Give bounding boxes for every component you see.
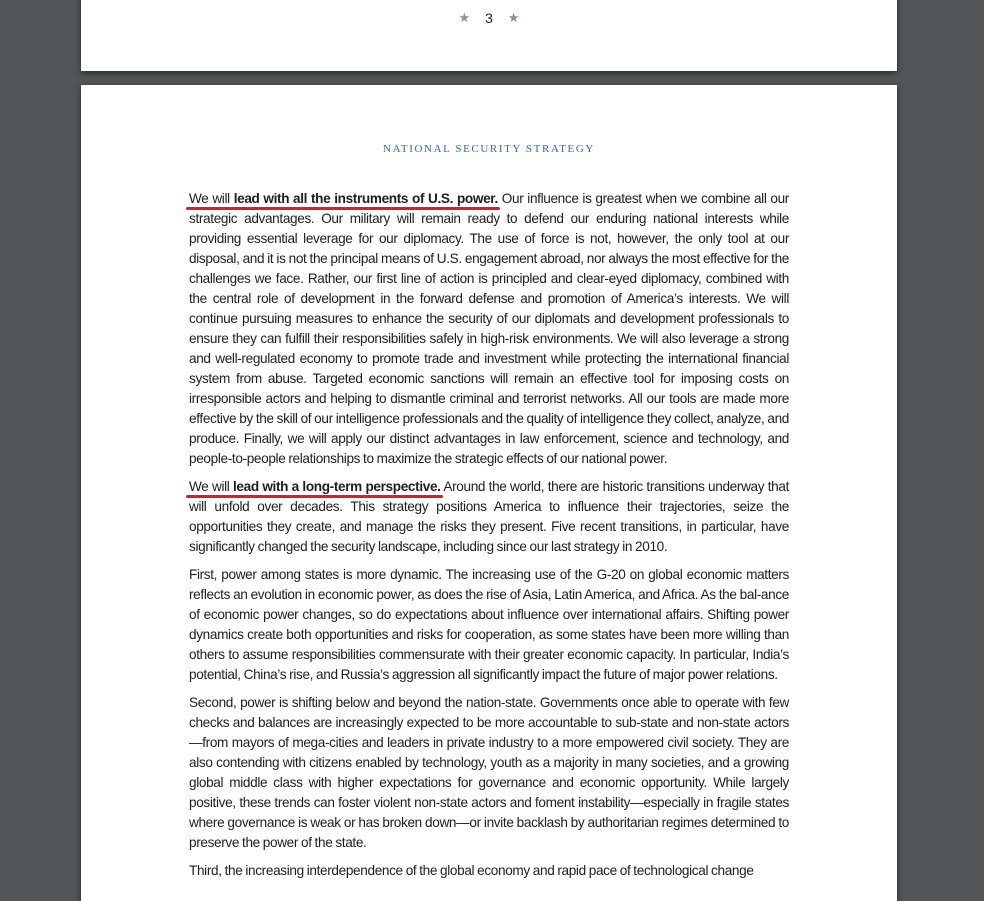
red-underline-annotation bbox=[186, 207, 500, 210]
lead-plain: We will bbox=[189, 479, 233, 494]
body-text bbox=[189, 189, 789, 889]
paragraph-first-transition bbox=[189, 565, 789, 685]
paragraph-text: Second, power is shifting below and beyond the nation-state. Governments once able to operate with few checks and balances are increasingly expected to be more accountable to sub-state and non-state actors—from mayors of mega-cities and leaders in private industry to a more empowered civil society. They are also contending with citizens enabled by technology, youth as a majority in many societies, and a growing global middle class with higher expectations for governance and economic opportunity. While largely positive, these trends can foster violent non-state actors and foment instability—especially in fragile states where governance is weak or has broken down—or invite backlash by authoritarian regimes determined to preserve the power of the state. bbox=[189, 695, 789, 850]
paragraph-text: Our influence is greatest when we combine all our strategic advantages. Our military will remain ready to defend our enduring national interests while providing essential leverage for our diplomacy. The use of force is not, however, the only tool at our disposal, and it is not the principal means of U.S. engagement abroad, nor always the most effective for the challenges we face. Rather, our first line of action is principled and clear-eyed diplomacy, combined with the central role of development in the forward defense and promotion of America’s interests. We will continue pursuing measures to enhance the security of our diplomats and development professionals to ensure they can fulfill their responsibilities safely in high-risk environments. We will also leverage a strong and well-regulated economy to promote trade and investment while protecting the international financial system from abuse. Targeted economic sanctions will remain an effective tool for imposing costs on irresponsible actors and helping to dismantle criminal and terrorist networks. All our tools are made more effective by the skill of our intelligence professionals and the quality of intelligence they collect, analyze, and produce. Finally, we will apply our distinct advantages in law enforcement, science and technology, and people-to-people relationships to maximize the strategic effects of our national power. bbox=[189, 191, 789, 466]
lead-bold: lead with all the instruments of U.S. power. bbox=[233, 191, 498, 206]
page-number: 3 bbox=[485, 10, 493, 26]
paragraph-text: First, power among states is more dynamic. The increasing use of the G-20 on global economic matters reflects an evolution in economic power, as does the rise of Asia, Latin America, and Africa. As the bal-ance of economic power changes, so do expectations about influence over international affairs. Shifting power dynamics create both opportunities and risks for cooperation, as some states have been more willing than others to assume responsibilities commensurate with their greater economic capacity. In particular, India’s potential, China’s rise, and Russia’s aggression all significantly impact the future of major power relations. bbox=[189, 567, 789, 682]
paragraph-instruments-of-power bbox=[189, 189, 789, 469]
paragraph-text: Around the world, there are historic transitions underway that will unfold over decades. This strategy positions America to influence their trajectories, seize the opportunities they create, and manage the risks they present. Five recent transitions, in particular, have significantly changed the security landscape, including since our last strategy in 2010. bbox=[189, 479, 789, 554]
previous-page bbox=[81, 0, 897, 71]
paragraph-second-transition bbox=[189, 693, 789, 853]
running-head: NATIONAL SECURITY STRATEGY bbox=[383, 143, 595, 155]
red-underline-annotation bbox=[186, 495, 443, 498]
lead-plain: We will bbox=[189, 191, 234, 206]
paragraph-long-term-perspective bbox=[189, 477, 789, 557]
paragraph-third-transition bbox=[189, 861, 789, 881]
highlighted-lead-phrase bbox=[189, 191, 498, 206]
highlighted-lead-phrase bbox=[189, 479, 441, 494]
star-ornament-icon: ★ bbox=[507, 10, 520, 25]
paragraph-text: Third, the increasing interdependence of the global economy and rapid pace of technological change bbox=[189, 863, 754, 878]
page-footer bbox=[81, 10, 897, 27]
lead-bold: lead with a long-term perspective. bbox=[233, 479, 441, 494]
current-page bbox=[81, 85, 897, 901]
star-ornament-icon: ★ bbox=[458, 10, 471, 25]
